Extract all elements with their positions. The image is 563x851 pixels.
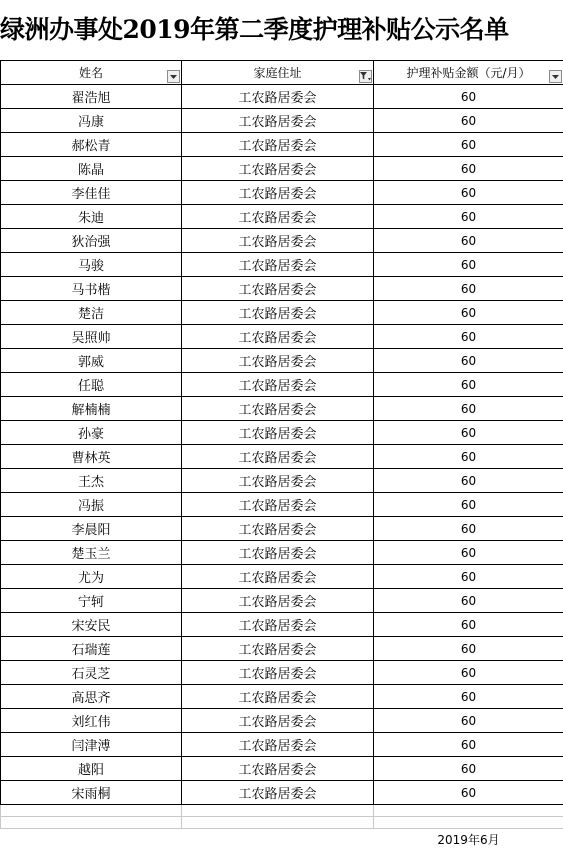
cell-address[interactable]: 工农路居委会 [182, 613, 374, 637]
cell-amount[interactable]: 60 [374, 541, 563, 565]
cell-address[interactable]: 工农路居委会 [182, 565, 374, 589]
cell-name[interactable]: 宁轲 [1, 589, 182, 613]
footer-date[interactable]: 2019年6月 [437, 832, 500, 847]
cell-name[interactable]: 李佳佳 [1, 181, 182, 205]
cell-address[interactable]: 工农路居委会 [182, 157, 374, 181]
empty-cell[interactable] [182, 805, 374, 817]
cell-address[interactable]: 工农路居委会 [182, 229, 374, 253]
cell-address[interactable]: 工农路居委会 [182, 661, 374, 685]
cell-address[interactable]: 工农路居委会 [182, 301, 374, 325]
blank-row [1, 805, 563, 817]
cell-amount[interactable]: 60 [374, 613, 563, 637]
cell-address[interactable]: 工农路居委会 [182, 349, 374, 373]
cell-amount[interactable]: 60 [374, 253, 563, 277]
header-address-label: 家庭住址 [253, 66, 302, 80]
cell-address[interactable]: 工农路居委会 [182, 781, 374, 805]
table-row [1, 157, 563, 181]
table-row [1, 613, 563, 637]
cell-name[interactable]: 越阳 [1, 757, 182, 781]
cell-address[interactable]: 工农路居委会 [182, 277, 374, 301]
empty-cell[interactable] [182, 817, 374, 829]
cell-address[interactable]: 工农路居委会 [182, 205, 374, 229]
cell-amount[interactable]: 60 [374, 157, 563, 181]
cell-amount[interactable]: 60 [374, 301, 563, 325]
cell-amount[interactable]: 60 [374, 325, 563, 349]
cell-amount[interactable]: 60 [374, 421, 563, 445]
cell-amount[interactable]: 60 [374, 637, 563, 661]
cell-name[interactable]: 翟浩旭 [1, 85, 182, 109]
table-row [1, 517, 563, 541]
cell-address[interactable]: 工农路居委会 [182, 493, 374, 517]
cell-name[interactable]: 郭威 [1, 349, 182, 373]
cell-address[interactable]: 工农路居委会 [182, 757, 374, 781]
cell-amount[interactable]: 60 [374, 229, 563, 253]
table-row [1, 781, 563, 805]
header-name [1, 61, 182, 85]
table-row [1, 445, 563, 469]
cell-address[interactable]: 工农路居委会 [182, 517, 374, 541]
cell-address[interactable]: 工农路居委会 [182, 637, 374, 661]
empty-cell[interactable] [374, 805, 563, 817]
cell-amount[interactable]: 60 [374, 661, 563, 685]
table-row [1, 637, 563, 661]
filter-dropdown-address[interactable] [359, 70, 372, 83]
table-row [1, 757, 563, 781]
cell-name[interactable]: 马书楷 [1, 277, 182, 301]
cell-name[interactable]: 孙豪 [1, 421, 182, 445]
cell-name[interactable]: 闫津溥 [1, 733, 182, 757]
cell-name[interactable]: 马骏 [1, 253, 182, 277]
roster-table [0, 60, 563, 849]
table-row [1, 685, 563, 709]
cell-amount[interactable]: 60 [374, 517, 563, 541]
cell-amount[interactable]: 60 [374, 469, 563, 493]
table-row [1, 301, 563, 325]
cell-amount[interactable]: 60 [374, 589, 563, 613]
table-row [1, 229, 563, 253]
table-row [1, 85, 563, 109]
cell-name[interactable]: 楚玉兰 [1, 541, 182, 565]
cell-address[interactable]: 工农路居委会 [182, 85, 374, 109]
cell-name[interactable]: 陈晶 [1, 157, 182, 181]
cell-amount[interactable]: 60 [374, 181, 563, 205]
cell-amount[interactable]: 60 [374, 781, 563, 805]
cell-address[interactable]: 工农路居委会 [182, 469, 374, 493]
header-amount [374, 61, 563, 85]
table-row [1, 421, 563, 445]
cell-address[interactable]: 工农路居委会 [182, 181, 374, 205]
cell-amount[interactable]: 60 [374, 709, 563, 733]
cell-name[interactable]: 宋安民 [1, 613, 182, 637]
table-row [1, 493, 563, 517]
empty-cell[interactable] [182, 829, 374, 850]
header-amount-label: 护理补贴金额（元/月） [406, 66, 531, 80]
footer-row [1, 829, 563, 850]
cell-name[interactable]: 高思齐 [1, 685, 182, 709]
table-row [1, 133, 563, 157]
cell-name[interactable]: 李晨阳 [1, 517, 182, 541]
table-row [1, 565, 563, 589]
filter-dropdown-amount[interactable] [549, 70, 562, 83]
cell-address[interactable]: 工农路居委会 [182, 325, 374, 349]
table-row [1, 709, 563, 733]
cell-name[interactable]: 任聪 [1, 373, 182, 397]
table-row [1, 181, 563, 205]
cell-name[interactable]: 朱迪 [1, 205, 182, 229]
cell-name[interactable]: 冯振 [1, 493, 182, 517]
table-row [1, 277, 563, 301]
cell-name[interactable]: 解楠楠 [1, 397, 182, 421]
cell-name[interactable]: 郝松青 [1, 133, 182, 157]
cell-address[interactable]: 工农路居委会 [182, 373, 374, 397]
cell-name[interactable]: 吴照帅 [1, 325, 182, 349]
cell-amount[interactable]: 60 [374, 277, 563, 301]
cell-amount[interactable]: 60 [374, 373, 563, 397]
empty-cell[interactable] [374, 817, 563, 829]
cell-name[interactable]: 石瑞莲 [1, 637, 182, 661]
filter-active-icon [360, 72, 371, 81]
dropdown-arrow-icon [552, 75, 559, 79]
cell-amount[interactable]: 60 [374, 733, 563, 757]
table-row [1, 589, 563, 613]
cell-address[interactable]: 工农路居委会 [182, 685, 374, 709]
cell-address[interactable]: 工农路居委会 [182, 253, 374, 277]
cell-address[interactable]: 工农路居委会 [182, 733, 374, 757]
cell-address[interactable]: 工农路居委会 [182, 709, 374, 733]
empty-cell[interactable] [1, 805, 182, 817]
cell-name[interactable]: 刘红伟 [1, 709, 182, 733]
empty-cell[interactable] [1, 829, 182, 850]
cell-address[interactable]: 工农路居委会 [182, 589, 374, 613]
table-row [1, 325, 563, 349]
cell-address[interactable]: 工农路居委会 [182, 445, 374, 469]
cell-amount[interactable]: 60 [374, 445, 563, 469]
cell-name[interactable]: 楚洁 [1, 301, 182, 325]
header-address [182, 61, 374, 85]
table-row [1, 373, 563, 397]
cell-name[interactable]: 狄治强 [1, 229, 182, 253]
table-row [1, 397, 563, 421]
table-row [1, 253, 563, 277]
cell-name[interactable]: 冯康 [1, 109, 182, 133]
empty-cell[interactable] [1, 817, 182, 829]
cell-amount[interactable]: 60 [374, 85, 563, 109]
cell-address[interactable]: 工农路居委会 [182, 133, 374, 157]
cell-name[interactable]: 王杰 [1, 469, 182, 493]
cell-address[interactable]: 工农路居委会 [182, 541, 374, 565]
cell-amount[interactable]: 60 [374, 133, 563, 157]
table-row [1, 349, 563, 373]
blank-row [1, 817, 563, 829]
table-row [1, 205, 563, 229]
table-row [1, 733, 563, 757]
dropdown-arrow-icon [170, 75, 177, 79]
cell-address[interactable]: 工农路居委会 [182, 397, 374, 421]
cell-amount[interactable]: 60 [374, 397, 563, 421]
page-title: 绿洲办事处2019年第二季度护理补贴公示名单 [0, 15, 509, 44]
cell-name[interactable]: 宋雨桐 [1, 781, 182, 805]
table-row [1, 109, 563, 133]
header-row [1, 61, 563, 85]
table-row [1, 541, 563, 565]
cell-name[interactable]: 尤为 [1, 565, 182, 589]
cell-amount[interactable]: 60 [374, 685, 563, 709]
cell-address[interactable]: 工农路居委会 [182, 421, 374, 445]
cell-name[interactable]: 曹林英 [1, 445, 182, 469]
table-row [1, 469, 563, 493]
table-row [1, 661, 563, 685]
cell-amount[interactable]: 60 [374, 109, 563, 133]
filter-dropdown-name[interactable] [167, 70, 180, 83]
cell-amount[interactable]: 60 [374, 757, 563, 781]
cell-amount[interactable]: 60 [374, 493, 563, 517]
cell-name[interactable]: 石灵芝 [1, 661, 182, 685]
cell-amount[interactable]: 60 [374, 205, 563, 229]
header-name-label: 姓名 [78, 66, 103, 80]
cell-address[interactable]: 工农路居委会 [182, 109, 374, 133]
cell-amount[interactable]: 60 [374, 565, 563, 589]
cell-amount[interactable]: 60 [374, 349, 563, 373]
